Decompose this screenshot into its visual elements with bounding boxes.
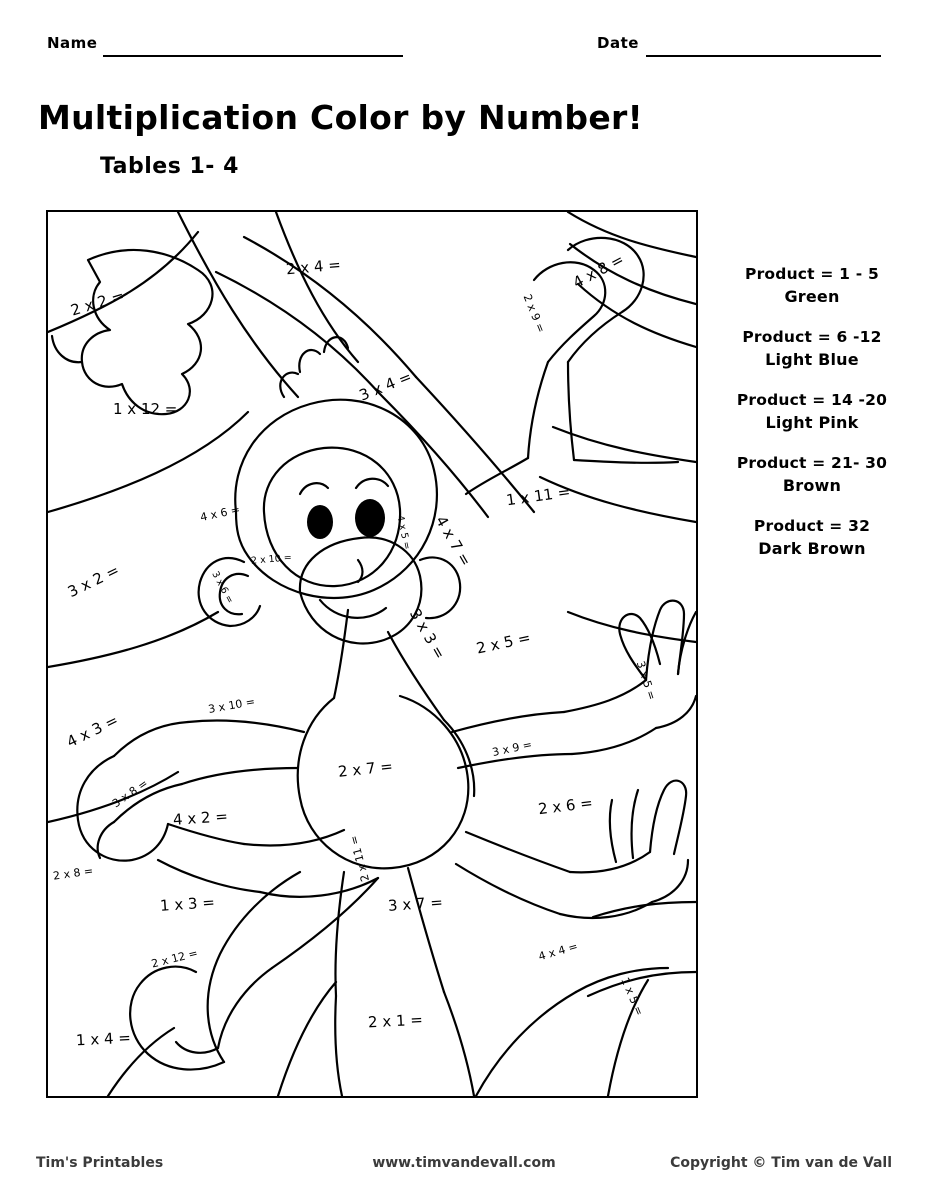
problem-label: 3 x 4 = <box>356 367 415 405</box>
legend-color-name: Light Blue <box>765 350 859 369</box>
problem-label: 2 x 9 = <box>520 292 548 335</box>
page-subtitle: Tables 1- 4 <box>100 154 239 179</box>
page-title: Multiplication Color by Number! <box>38 98 643 137</box>
problem-label: 3 x 7 = <box>387 893 444 915</box>
problem-label: 4 x 5 = <box>394 514 413 551</box>
problem-label: 2 x 1 = <box>367 1010 424 1032</box>
problem-label: 1 x 11 = <box>505 482 572 510</box>
problem-label: 1 x 12 = <box>113 400 178 418</box>
problem-label: 3 x 3 = <box>405 605 449 663</box>
footer-website: www.timvandevall.com <box>372 1155 556 1171</box>
worksheet-header <box>0 34 928 64</box>
problem-label: 4 x 4 = <box>536 939 580 964</box>
problem-label: 4 x 2 = <box>172 807 229 829</box>
legend-item <box>706 265 918 306</box>
date-label: Date <box>597 34 639 52</box>
page-footer <box>0 1155 928 1179</box>
legend-product-range: Product = 6 -12 <box>742 328 882 346</box>
problem-label: 1 x 4 = <box>75 1028 132 1050</box>
color-key-legend <box>706 265 918 580</box>
legend-product-range: Product = 21- 30 <box>736 454 888 472</box>
problem-label: 2 x 2 = <box>68 286 127 320</box>
problem-label: 2 x 5 = <box>474 628 533 658</box>
legend-item <box>706 517 918 558</box>
problem-label: 3 x 6 = <box>209 569 236 606</box>
problem-label: 3 x 9 = <box>491 737 534 760</box>
problem-label: 3 x 10 = <box>207 694 256 717</box>
legend-item <box>706 328 918 369</box>
problem-label: 2 x 10 = <box>250 552 293 567</box>
problem-label: 4 x 7 = <box>431 512 475 570</box>
problem-label: 3 x 5 = <box>633 659 659 702</box>
legend-color-name: Green <box>784 287 840 306</box>
legend-item <box>706 391 918 432</box>
problem-label: 2 x 4 = <box>285 255 342 279</box>
legend-product-range: Product = 1 - 5 <box>745 265 879 283</box>
legend-product-range: Product = 14 -20 <box>736 391 888 409</box>
problem-label: 4 x 8 = <box>569 250 627 292</box>
problem-label: 2 x 12 = <box>150 946 200 971</box>
problem-label: 2 x 11 = <box>347 834 372 883</box>
problem-label: 2 x 6 = <box>537 793 594 819</box>
name-label: Name <box>47 34 98 52</box>
problem-label: 1 x 5 = <box>618 975 646 1018</box>
footer-brand: Tim's Printables <box>36 1155 164 1171</box>
problem-label: 1 x 3 = <box>159 893 216 915</box>
monkey-line-art <box>48 212 696 1096</box>
coloring-picture-frame <box>46 210 698 1098</box>
problem-label: 4 x 3 = <box>63 710 122 752</box>
problem-label: 4 x 6 = <box>199 502 242 525</box>
legend-item <box>706 454 918 495</box>
legend-color-name: Dark Brown <box>758 539 866 558</box>
legend-product-range: Product = 32 <box>753 517 871 535</box>
problem-label: 3 x 2 = <box>64 560 123 602</box>
problem-label: 2 x 8 = <box>52 864 94 883</box>
footer-copyright: Copyright © Tim van de Vall <box>670 1155 892 1171</box>
problem-label: 3 x 8 = <box>109 776 151 811</box>
problem-label: 2 x 7 = <box>337 757 394 781</box>
legend-color-name: Brown <box>782 476 842 495</box>
date-write-line <box>646 55 881 57</box>
legend-color-name: Light Pink <box>765 413 859 432</box>
name-write-line <box>103 55 403 57</box>
